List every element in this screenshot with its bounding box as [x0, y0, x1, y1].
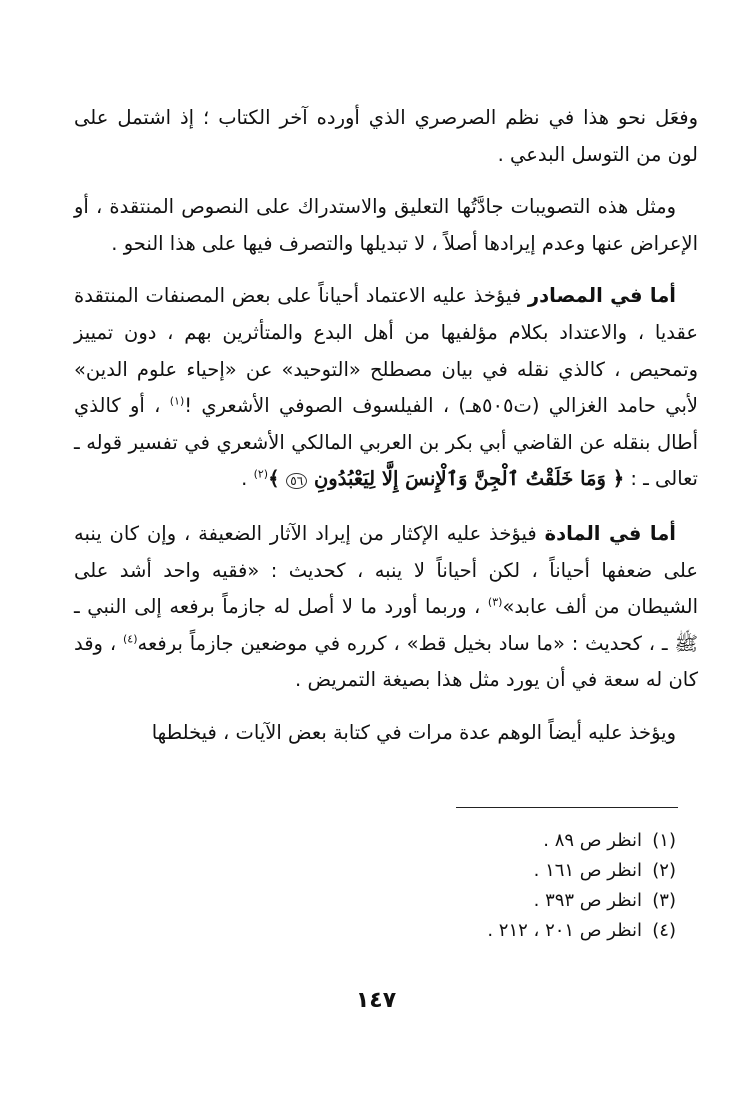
- paragraph-4: [74, 516, 698, 699]
- footnote-1: [276, 826, 676, 856]
- paragraph-4-lead: أما في المادة: [544, 521, 676, 545]
- paragraph-5-text: ويؤخذ عليه أيضاً الوهم عدة مرات في كتابة بعض الآيات ، فيخلطها: [151, 720, 676, 744]
- footnote-ref-3: (٣): [487, 595, 503, 609]
- footnote-ref-4: (٤): [123, 632, 138, 646]
- footnote-number: (٤): [652, 920, 676, 941]
- footnote-4: [276, 916, 676, 946]
- footnote-ref-2: (٢): [253, 467, 269, 481]
- page-number: ١٤٧: [355, 988, 397, 1013]
- paragraph-2: [74, 189, 698, 262]
- footnote-3: [276, 886, 676, 916]
- paragraph-4-text: فيؤخذ عليه الإكثار من إيراد الآثار الضعيفة ، وإن كان ينبه على ضعفها أحياناً ، لكن أحياناً لا ينبه ، كحديث : «فقيه واحد أشد على الشيطان من ألف عابد»: [74, 521, 699, 619]
- footnotes: [276, 826, 676, 946]
- main-text: [74, 100, 698, 768]
- paragraph-2-text: ومثل هذه التصويبات جادَّتُها التعليق والاستدراك على النصوص المنتقدة ، أو الإعراض عنها وعدم إيرادها أصلاً ، لا تبديلها والتصرف فيها على هذا النحو .: [74, 195, 698, 255]
- footnote-text: انظر ص ١٦١ .: [533, 860, 642, 881]
- paragraph-5: [74, 715, 698, 752]
- footnote-number: (١): [652, 830, 676, 851]
- footnote-text: انظر ص ٨٩ .: [543, 830, 642, 851]
- paragraph-1: [74, 100, 698, 173]
- paragraph-4-text-2: ، وربما أورد ما لا أصل له جازماً برفعه إلى النبي ـ ﷺ ـ ، كحديث : «ما ساد بخيل قط» ، كرره في موضعين جازماً برفعه: [74, 595, 698, 655]
- quran-verse-end: ﴾: [268, 467, 287, 491]
- footnote-text: انظر ص ٢٠١ ، ٢١٢ .: [487, 920, 642, 941]
- footnote-2: [276, 856, 676, 886]
- paragraph-4-tail: ، وقد كان له سعة في أن يورد مثل هذا بصيغة التمريض .: [74, 631, 698, 692]
- footnote-ref-1: (١): [169, 394, 185, 408]
- footnote-divider: [456, 807, 678, 808]
- footnote-text: انظر ص ٣٩٣ .: [533, 890, 642, 911]
- paragraph-3-lead: أما في المصادر: [527, 284, 676, 308]
- ayah-number: ٥٦: [286, 473, 307, 489]
- paragraph-3-text: فيؤخذ عليه الاعتماد أحياناً على بعض المصنفات المنتقدة عقديا ، والاعتداد بكلام مؤلفيها من أهل البدع والمتأثرين بهم ، دون تمييز وتمحيص ، كالذي نقله في بيان مصطلح «التوحيد» عن «إحياء علوم الدين» لأبي حامد الغزالي (ت٥٠٥هـ) ، الفيلسوف الصوفي الأشعري !: [74, 284, 698, 418]
- paragraph-1-text: وفعَل نحو هذا في نظم الصرصري الذي أورده آخر الكتاب ؛ إذ اشتمل على لون من التوسل البدعي .: [74, 106, 698, 166]
- footnote-number: (٢): [652, 860, 676, 881]
- paragraph-3: [74, 278, 698, 500]
- paragraph-3-text-2: ، أو كالذي أطال بنقله عن القاضي أبي بكر بن العربي المالكي الأشعري في تفسير قوله ـ تعالى ـ :: [74, 394, 698, 491]
- quran-verse: ﴿ وَمَا خَلَقْتُ ٱلْجِنَّ وَٱلْإِنسَ إِلَّا لِيَعْبُدُونِ: [307, 467, 625, 491]
- footnote-number: (٣): [652, 890, 676, 911]
- paragraph-3-tail: .: [241, 467, 254, 491]
